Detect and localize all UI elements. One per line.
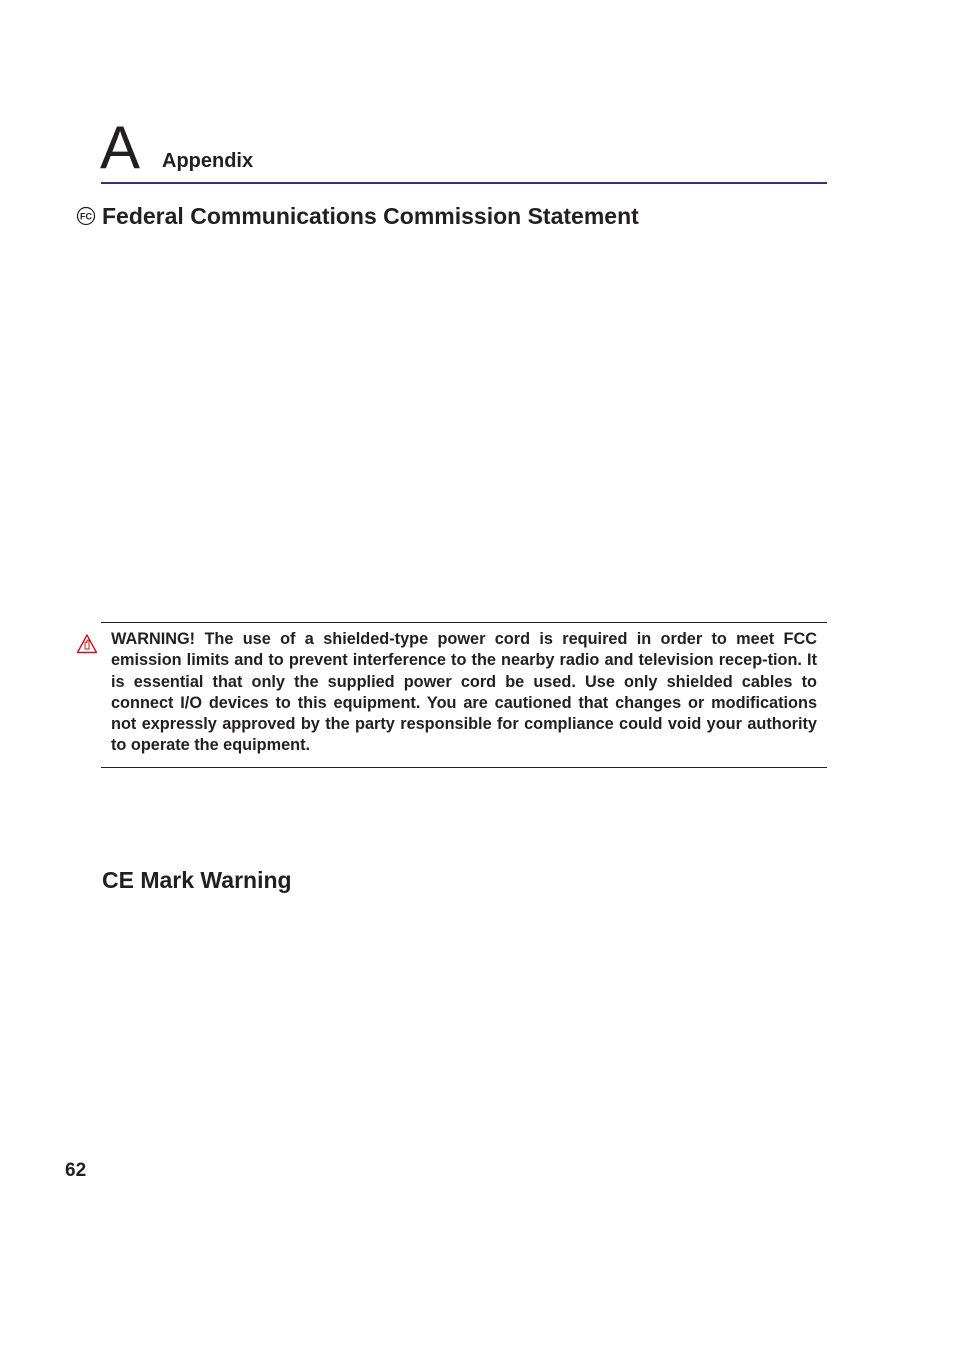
- fcc-heading-text: Federal Communications Commission Statement: [102, 203, 639, 229]
- fcc-section-heading: [76, 201, 639, 231]
- warning-hand-icon: [76, 633, 98, 655]
- fcc-logo-icon: [76, 206, 96, 226]
- chapter-title: Appendix: [162, 150, 254, 172]
- ce-section-heading: CE Mark Warning: [102, 867, 292, 893]
- page-number: 62: [65, 1160, 87, 1181]
- chapter-divider: [101, 182, 827, 184]
- chapter-letter: A: [100, 114, 141, 181]
- warning-text: WARNING! The use of a shielded-type power cord is required in order to meet FCC emission limits and to prevent interference to the nearby radio and television recep-tion. It is essential that only the supplied power cord be used. Use only shielded cables to connect I/O devices to this equipment. You are cautioned that changes or modifications not expressly approved by the party responsible for compliance could void your authority to operate the equipment.: [111, 630, 817, 755]
- svg-text:FC: FC: [80, 211, 92, 222]
